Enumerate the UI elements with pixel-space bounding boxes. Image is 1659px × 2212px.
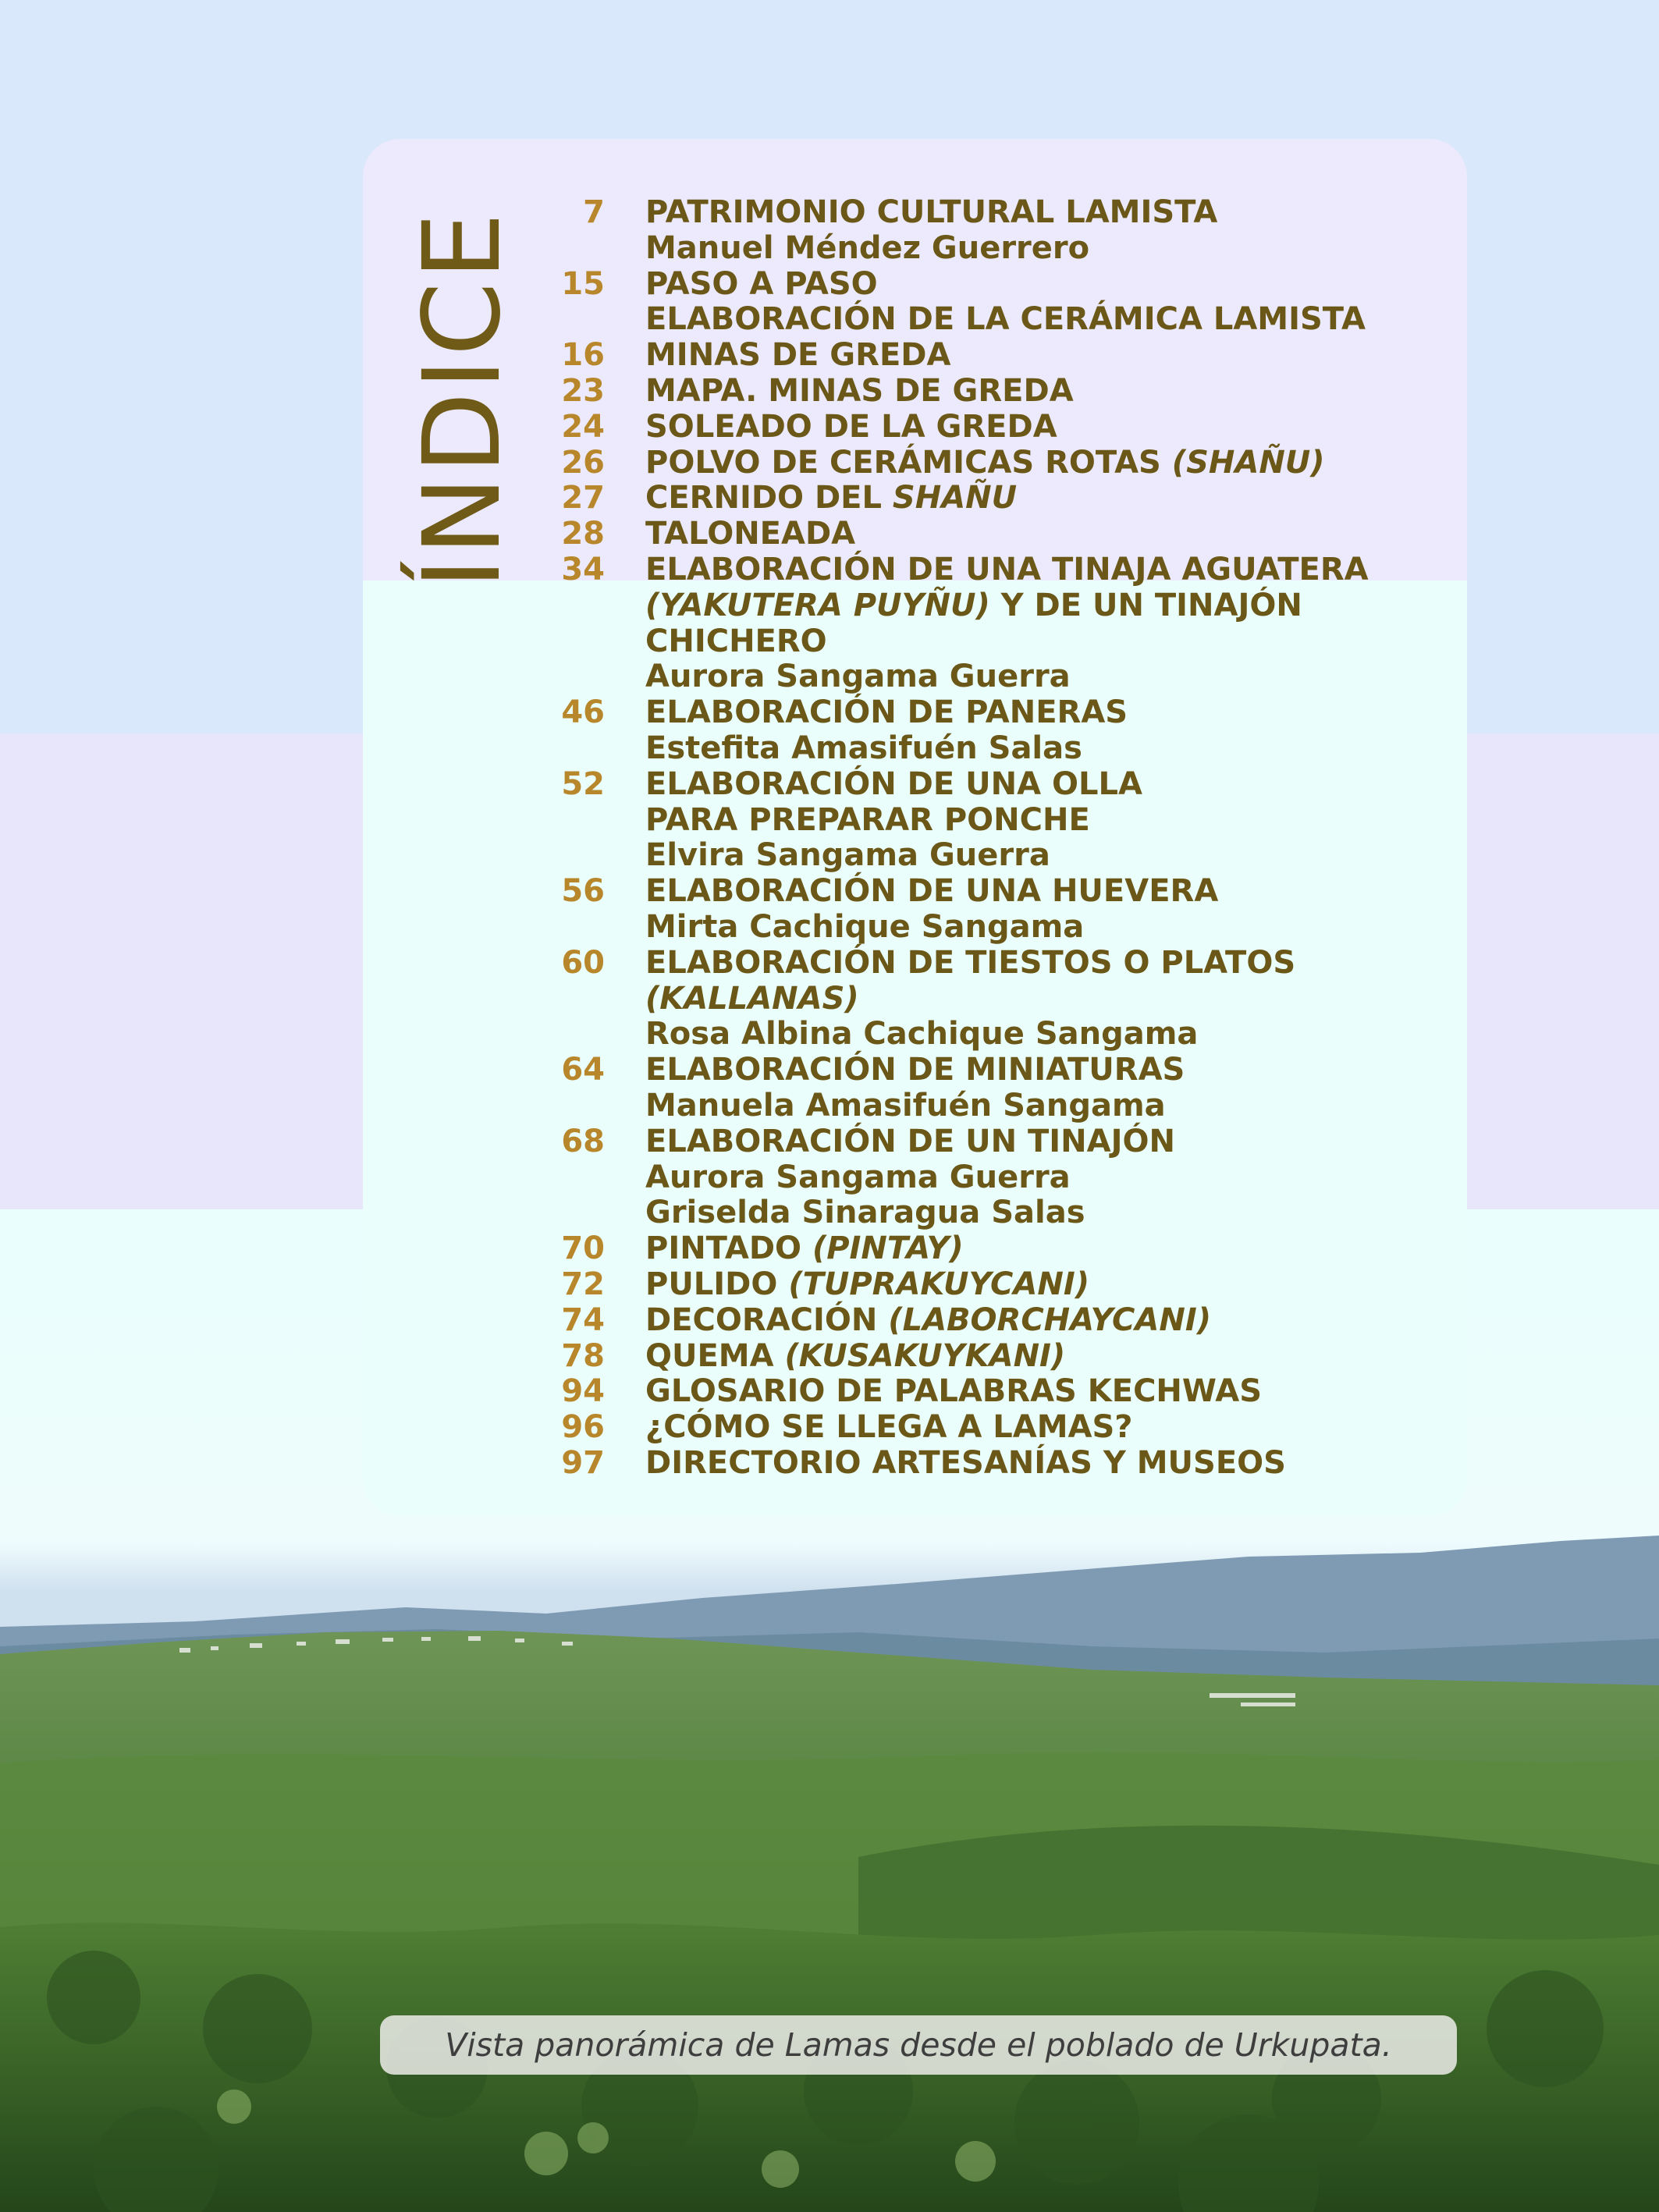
toc-text: ELABORACIÓN DE LA CERÁMICA LAMISTA	[645, 301, 1366, 338]
toc-line	[645, 659, 1459, 695]
toc-line	[645, 695, 1459, 731]
toc-term-italic: (KUSAKUYKANI)	[784, 1337, 1066, 1374]
toc-entry[interactable]	[538, 1446, 1459, 1482]
toc-entry-text	[645, 374, 1459, 410]
toc-text: Y DE UN TINAJÓN	[989, 587, 1302, 623]
toc-text: CERNIDO DEL	[645, 480, 893, 517]
toc-entry-text	[645, 1446, 1459, 1482]
toc-entry[interactable]	[538, 481, 1459, 517]
toc-text: Aurora Sangama Guerra	[645, 659, 1071, 695]
toc-term-italic: (TUPRAKUYCANI)	[788, 1266, 1089, 1302]
toc-text: MAPA. MINAS DE GREDA	[645, 372, 1074, 409]
toc-line	[645, 838, 1459, 874]
toc-page-number: 96	[561, 1409, 605, 1446]
toc-text: ¿CÓMO SE LLEGA A LAMAS?	[645, 1409, 1133, 1446]
toc-entry-text	[645, 1303, 1459, 1339]
toc-entry-text	[645, 946, 1459, 1053]
toc-entry[interactable]	[538, 1303, 1459, 1339]
toc-page-number: 23	[561, 372, 605, 409]
toc-entry[interactable]	[538, 446, 1459, 481]
toc-page-number: 7	[583, 194, 605, 230]
toc-text: Rosa Albina Cachique Sangama	[645, 1016, 1199, 1053]
toc-line	[645, 1303, 1459, 1339]
toc-page-number: 46	[561, 694, 605, 731]
toc-entry-text	[645, 1053, 1459, 1124]
toc-text: Manuela Amasifuén Sangama	[645, 1087, 1166, 1124]
toc-term-italic: (KALLANAS)	[645, 980, 859, 1017]
toc-line	[645, 374, 1459, 410]
toc-text: ELABORACIÓN DE UNA HUEVERA	[645, 873, 1219, 910]
toc-term-italic: (SHAÑU)	[1171, 444, 1325, 481]
toc-entry-text	[645, 874, 1459, 946]
toc-line	[645, 910, 1459, 946]
toc-page-number: 27	[561, 480, 605, 517]
toc-term-italic: (YAKUTERA PUYÑU)	[645, 587, 990, 623]
toc-entry-text	[645, 1410, 1459, 1446]
toc-page-number: 28	[561, 516, 605, 552]
toc-text: GLOSARIO DE PALABRAS KECHWAS	[645, 1373, 1262, 1410]
toc-text: ELABORACIÓN DE UNA TINAJA AGUATERA	[645, 551, 1369, 588]
caption-text: Vista panorámica de Lamas desde el poblado de Urkupata.	[445, 2026, 1392, 2064]
toc-line	[645, 803, 1459, 839]
toc-entry-text	[645, 1124, 1459, 1231]
toc-entry[interactable]	[538, 1267, 1459, 1303]
toc-page-number: 72	[561, 1266, 605, 1302]
toc-text: DIRECTORIO ARTESANÍAS Y MUSEOS	[645, 1444, 1286, 1481]
toc-text: ELABORACIÓN DE TIESTOS O PLATOS	[645, 944, 1296, 981]
toc-entry-text	[645, 517, 1459, 552]
toc-entry-text	[645, 1339, 1459, 1375]
toc-text: DECORACIÓN	[645, 1301, 889, 1338]
toc-line	[645, 1267, 1459, 1303]
toc-text: PATRIMONIO CULTURAL LAMISTA	[645, 194, 1218, 230]
toc-entry-text	[645, 410, 1459, 446]
toc-text: Elvira Sangama Guerra	[645, 837, 1050, 874]
toc-entry[interactable]	[538, 338, 1459, 374]
toc-text: CHICHERO	[645, 623, 827, 659]
toc-text: Aurora Sangama Guerra	[645, 1159, 1071, 1195]
toc-line	[645, 731, 1459, 767]
toc-line	[645, 1160, 1459, 1196]
toc-text: Griselda Sinaragua Salas	[645, 1195, 1085, 1231]
toc-page-number: 60	[561, 944, 605, 981]
toc-text: SOLEADO DE LA GREDA	[645, 408, 1057, 445]
toc-page-number: 97	[561, 1444, 605, 1481]
toc-page-number: 94	[561, 1373, 605, 1410]
toc-entry[interactable]	[538, 1053, 1459, 1124]
toc-line	[645, 517, 1459, 552]
toc-entry-text	[645, 1374, 1459, 1410]
toc-text: TALONEADA	[645, 516, 856, 552]
toc-line	[645, 588, 1459, 624]
table-of-contents	[538, 195, 1459, 1482]
index-title: ÍNDICE	[401, 210, 524, 589]
toc-entry[interactable]	[538, 552, 1459, 695]
toc-entry-text	[645, 481, 1459, 517]
toc-line	[645, 302, 1459, 338]
toc-entry[interactable]	[538, 1339, 1459, 1375]
toc-text: PINTADO	[645, 1230, 812, 1267]
toc-line	[645, 1339, 1459, 1375]
toc-page-number: 70	[561, 1230, 605, 1267]
toc-line	[645, 1053, 1459, 1088]
toc-page-number: 74	[561, 1301, 605, 1338]
toc-entry[interactable]	[538, 410, 1459, 446]
toc-text: ELABORACIÓN DE MINIATURAS	[645, 1052, 1185, 1088]
toc-term-italic: (LABORCHAYCANI)	[888, 1301, 1212, 1338]
toc-page-number: 24	[561, 408, 605, 445]
toc-page-number: 64	[561, 1052, 605, 1088]
toc-entry[interactable]	[538, 1231, 1459, 1267]
toc-entry[interactable]	[538, 946, 1459, 1053]
toc-entry-text	[645, 338, 1459, 374]
toc-text: PARA PREPARAR PONCHE	[645, 801, 1090, 838]
toc-line	[645, 874, 1459, 910]
toc-text: PULIDO	[645, 1266, 789, 1302]
toc-entry[interactable]	[538, 1124, 1459, 1231]
toc-entry[interactable]	[538, 1410, 1459, 1446]
toc-page-number: 56	[561, 873, 605, 910]
toc-line	[645, 446, 1459, 481]
toc-entry[interactable]	[538, 517, 1459, 552]
toc-entry-text	[645, 267, 1459, 339]
toc-line	[645, 267, 1459, 303]
toc-line	[645, 552, 1459, 588]
toc-page-number: 15	[561, 265, 605, 302]
toc-line	[645, 982, 1459, 1017]
toc-entry-text	[645, 1267, 1459, 1303]
toc-line	[645, 481, 1459, 517]
toc-entry-text	[645, 695, 1459, 767]
toc-text: Mirta Cachique Sangama	[645, 908, 1085, 945]
toc-line	[645, 767, 1459, 803]
toc-text: Estefita Amasifuén Salas	[645, 730, 1082, 766]
toc-entry-text	[645, 446, 1459, 481]
toc-page-number: 78	[561, 1337, 605, 1374]
toc-entry-text	[645, 552, 1459, 695]
toc-entry[interactable]	[538, 267, 1459, 339]
toc-page-number: 26	[561, 444, 605, 481]
toc-entry[interactable]	[538, 1374, 1459, 1410]
toc-line	[645, 1446, 1459, 1482]
toc-text: MINAS DE GREDA	[645, 337, 951, 374]
toc-line	[645, 1374, 1459, 1410]
toc-page-number: 52	[561, 765, 605, 802]
toc-line	[645, 1231, 1459, 1267]
toc-page-number: 34	[561, 551, 605, 588]
toc-line	[645, 1088, 1459, 1124]
toc-line	[645, 231, 1459, 267]
toc-line	[645, 410, 1459, 446]
toc-term-italic: SHAÑU	[892, 480, 1018, 517]
toc-line	[645, 1195, 1459, 1231]
toc-entry[interactable]	[538, 374, 1459, 410]
toc-line	[645, 338, 1459, 374]
toc-entry-text	[645, 195, 1459, 267]
toc-text: ELABORACIÓN DE PANERAS	[645, 694, 1128, 731]
toc-text: ELABORACIÓN DE UN TINAJÓN	[645, 1123, 1175, 1159]
toc-line	[645, 1410, 1459, 1446]
toc-line	[645, 624, 1459, 660]
toc-text: PASO A PASO	[645, 265, 878, 302]
toc-term-italic: (PINTAY)	[812, 1230, 964, 1267]
toc-line	[645, 1124, 1459, 1160]
toc-text: QUEMA	[645, 1337, 785, 1374]
toc-line	[645, 946, 1459, 982]
toc-entry-text	[645, 767, 1459, 874]
toc-entry[interactable]	[538, 695, 1459, 767]
toc-line	[645, 1017, 1459, 1053]
photo-caption	[380, 2015, 1457, 2075]
toc-text: Manuel Méndez Guerrero	[645, 229, 1090, 266]
toc-entry[interactable]	[538, 874, 1459, 946]
toc-entry[interactable]	[538, 195, 1459, 267]
toc-entry-text	[645, 1231, 1459, 1267]
toc-line	[645, 195, 1459, 231]
toc-page-number: 68	[561, 1123, 605, 1159]
toc-page-number: 16	[561, 337, 605, 374]
toc-text: POLVO DE CERÁMICAS ROTAS	[645, 444, 1172, 481]
toc-text: ELABORACIÓN DE UNA OLLA	[645, 765, 1142, 802]
toc-entry[interactable]	[538, 767, 1459, 874]
